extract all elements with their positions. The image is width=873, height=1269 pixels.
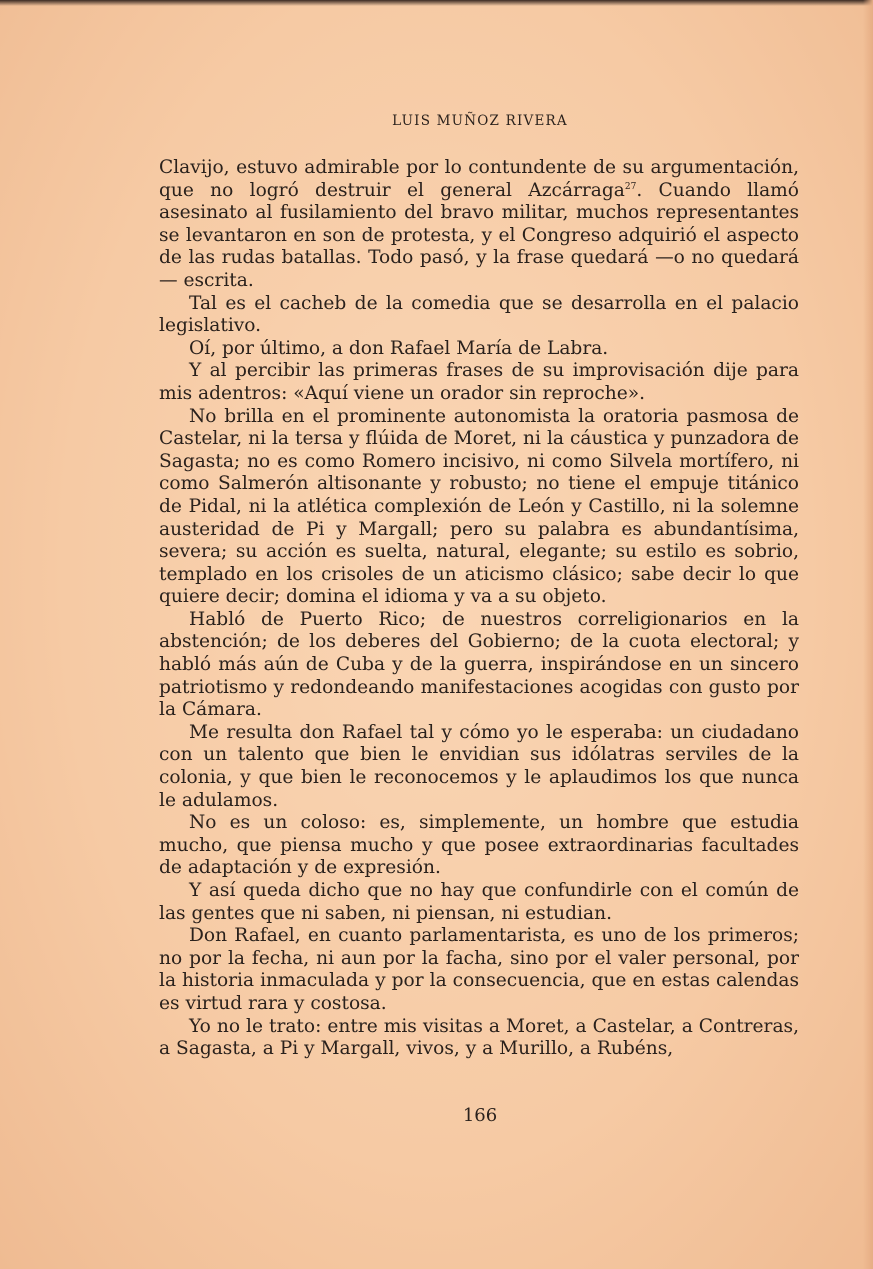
paragraph-4: Y al percibir las primeras frases de su improvisación dije para mis adentros: «Aquí viene un orador sin reproche». — [159, 360, 799, 404]
paragraph-9: Y así queda dicho que no hay que confundirle con el común de las gentes que ni saben, ni piensan, ni estudian. — [159, 880, 799, 924]
paragraph-5: No brilla en el prominente autonomista la oratoria pasmosa de Castelar, ni la tersa y flúida de Moret, ni la cáustica y punzadora de Sagasta; no es como Romero incisivo, ni como Silvela mortífero, ni como Salmerón altisonante y robusto; no tiene el empuje titánico de Pidal, ni la atlética complexión de León y Castillo, ni la solemne austeridad de Pi y Margall; pero su palabra es abundantísima, severa; su acción es suelta, natural, elegante; su estilo es sobrio, templado en los crisoles de un aticismo clásico; sabe decir lo que quiere decir; domina el idioma y va a su objeto. — [159, 405, 799, 608]
page-top-edge — [0, 0, 873, 6]
paragraph-10: Don Rafael, en cuanto parlamentarista, es uno de los primeros; no por la fecha, ni aun por la facha, sino por el valer personal, por la historia inmaculada y por la consecuencia, que en estas calendas es virtud rara y costosa. — [159, 925, 799, 1014]
paragraph-1 — [159, 157, 799, 293]
paragraph-2: Tal es el cacheb de la comedia que se desarrolla en el palacio legislativo. — [159, 292, 799, 337]
body-text — [159, 157, 799, 1061]
page-number: 166 — [462, 1105, 498, 1126]
footnote-ref-27: 27 — [624, 181, 637, 192]
paragraph-1-tail: . Cuando llamó asesinato al fusilamiento del bravo militar, muchos representantes se levantaron en son de protesta, y el Congreso adquirió el aspecto de las rudas batallas. Todo pasó, y la frase quedará —o no quedará— escrita. — [159, 179, 799, 291]
paragraph-1-text: Clavijo, estuvo admirable por lo contundente de su argumentación, que no logró destruir el general Azcárraga — [159, 157, 799, 201]
page-right-edge — [863, 0, 873, 1269]
paragraph-6: Habló de Puerto Rico; de nuestros correligionarios en la abstención; de los deberes del Gobierno; de la cuota electoral; y habló más aún de Cuba y de la guerra, inspirándose en un sincero patriotismo y redondeando manifestaciones acogidas con gusto por la Cámara. — [159, 608, 799, 721]
running-header: LUIS MUÑOZ RIVERA — [392, 113, 568, 129]
paragraph-7: Me resulta don Rafael tal y cómo yo le esperaba: un ciudadano con un talento que bien le envidian sus idólatras serviles de la colonia, y que bien le reconocemos y le aplaudimos los que nunca le adulamos. — [159, 721, 799, 811]
paragraph-3: Oí, por último, a don Rafael María de Labra. — [189, 337, 609, 359]
paragraph-11: Yo no le trato: entre mis visitas a Moret, a Castelar, a Contreras, a Sagasta, a Pi y Margall, vivos, y a Murillo, a Rubéns, — [159, 1015, 799, 1060]
paragraph-8: No es un coloso: es, simplemente, un hombre que estudia mucho, que piensa mucho y que posee extraordinarias facultades de adaptación y de expresión. — [159, 812, 799, 879]
